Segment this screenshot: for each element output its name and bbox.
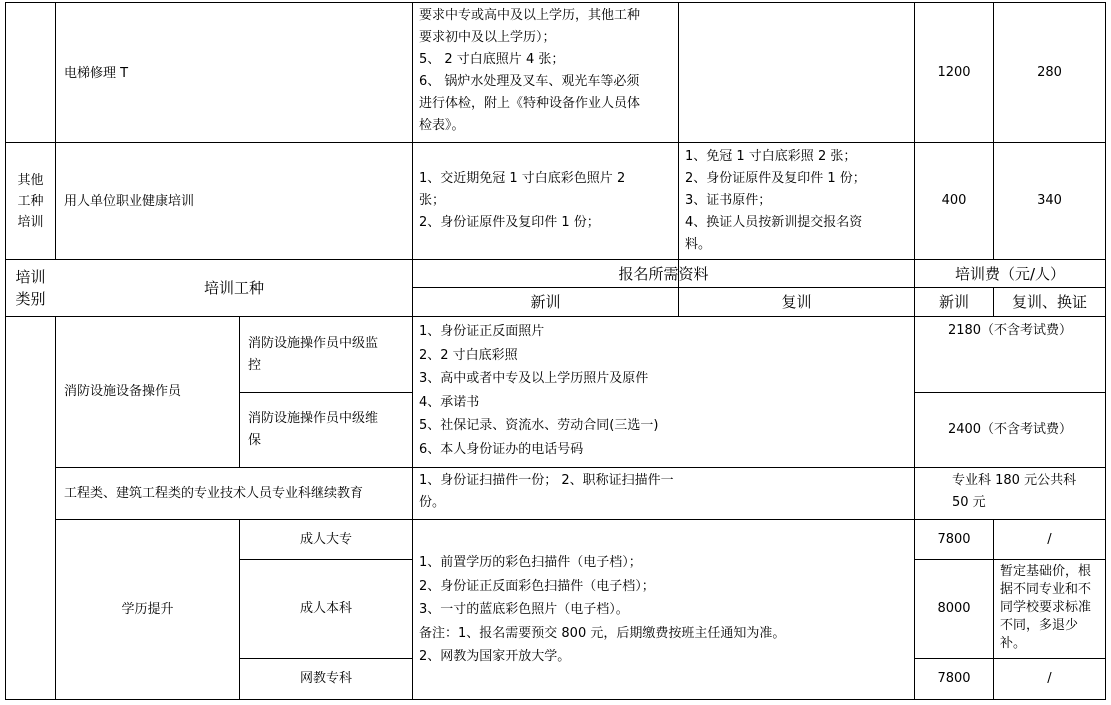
req-line: 料。 <box>685 237 712 252</box>
req-line: 5、 2 寸白底照片 4 张； <box>419 52 565 67</box>
fee-online-college: 7800 <box>937 671 971 686</box>
header-fees: 培训费（元/人） <box>954 264 1066 283</box>
health-fee-renew: 340 <box>1037 193 1062 208</box>
program-adult-college: 成人大专 <box>299 531 352 547</box>
renew-adult-bachelor-note: 暂定基础价，根 据不同专业和不 同学校要求标准 不同，多退少 补。 <box>1000 564 1092 651</box>
grid-line <box>239 316 240 468</box>
header-fee-new: 新训 <box>938 293 969 311</box>
health-type-name: 用人单位职业健康培训 <box>64 194 195 209</box>
fire-requirements <box>419 320 909 461</box>
req-line: 2、2 寸白底彩照 <box>419 347 518 363</box>
req-line: 要求中专或高中及以上学历，其他工种 <box>419 8 641 23</box>
req-line: 进行体检，附上《特种设备作业人员体 <box>419 96 641 111</box>
header-type: 培训工种 <box>203 279 264 297</box>
header-category: 培训 类别 <box>15 268 46 308</box>
education-type-name: 学历提升 <box>121 601 174 617</box>
fee-adult-bachelor: 8000 <box>937 601 971 616</box>
engineering-fee: 专业科 180 元公共科 50 元 <box>952 473 1077 510</box>
fire-fee-maintenance: 2400（不含考试费） <box>947 422 1073 437</box>
req-line: 检表》。 <box>419 118 465 133</box>
grid-line <box>5 316 1106 317</box>
elevator-fee-renew: 280 <box>1037 64 1062 80</box>
grid-line <box>5 2 6 700</box>
req-line: 1、免冠 1 寸白底彩照 2 张； <box>685 149 857 164</box>
fire-sub-monitor: 消防设施操作员中级监 控 <box>248 335 379 373</box>
engineering-type-name: 工程类、建筑工程类的专业技术人员专业科继续教育 <box>64 485 364 501</box>
renew-adult-college: / <box>1047 531 1052 547</box>
req-line: 2、身份证原件及复印件 1 份； <box>685 171 866 186</box>
health-fee-new: 400 <box>941 193 967 208</box>
other-category-label: 其他 工种 培训 <box>17 172 44 230</box>
req-line: 1、交近期免冠 1 寸白底彩色照片 2 <box>419 171 626 186</box>
program-adult-bachelor: 成人本科 <box>299 601 352 616</box>
req-line: 2、网教为国家开放大学。 <box>419 649 571 664</box>
elevator-type-name: 电梯修理 T <box>64 66 129 81</box>
req-line: 5、社保记录、资流水、劳动合同(三选一) <box>419 418 659 433</box>
req-line: 6、本人身份证办的电话号码 <box>419 441 584 457</box>
req-line: 3、高中或者中专及以上学历照片及原件 <box>419 371 649 386</box>
header-renew: 复训 <box>781 293 812 311</box>
grid-line <box>412 2 413 700</box>
req-line: 1、前置学历的彩色扫描件（电子档）； <box>419 555 642 570</box>
grid-line <box>55 2 56 260</box>
health-new-requirements <box>419 168 677 234</box>
req-line: 备注：1、报名需要预交 800 元，后期缴费按班主任通知为准。 <box>419 625 786 641</box>
health-renew-requirements <box>685 146 913 256</box>
fire-type-name: 消防设施设备操作员 <box>64 384 182 399</box>
fire-sub-maintenance: 消防设施操作员中级维 保 <box>248 411 379 448</box>
renew-online-college: / <box>1047 671 1052 686</box>
grid-line <box>5 699 1106 700</box>
program-online-college: 网教专科 <box>299 671 352 686</box>
elevator-fee-new: 1200 <box>937 64 971 80</box>
education-requirements <box>419 551 913 669</box>
header-fee-renew: 复训、换证 <box>1011 293 1087 311</box>
elevator-new-requirements <box>419 5 677 137</box>
grid-line <box>1105 2 1106 700</box>
fire-fee-monitor: 2180（不含考试费） <box>947 323 1073 338</box>
req-line: 2、身份证正反面彩色扫描件（电子档）； <box>419 578 655 594</box>
engineering-requirements: 1、身份证扫描件一份； 2、职称证扫描件一 份。 <box>419 473 674 510</box>
req-line: 要求初中及以上学历）； <box>419 30 556 45</box>
header-new: 新训 <box>530 293 561 311</box>
header-materials: 报名所需资料 <box>618 264 709 283</box>
req-line: 3、一寸的蓝底彩色照片（电子档）。 <box>419 602 629 617</box>
req-line: 4、承诺书 <box>419 394 480 410</box>
req-line: 3、证书原件； <box>685 193 772 208</box>
req-line: 1、身份证正反面照片 <box>419 324 545 339</box>
req-line: 4、换证人员按新训提交报名资 <box>685 215 863 230</box>
req-line: 2、身份证原件及复印件 1 份； <box>419 215 600 230</box>
fee-adult-college: 7800 <box>937 531 971 547</box>
req-line: 6、 锅炉水处理及叉车、观光车等必须 <box>419 74 640 89</box>
req-line: 张； <box>419 193 446 208</box>
